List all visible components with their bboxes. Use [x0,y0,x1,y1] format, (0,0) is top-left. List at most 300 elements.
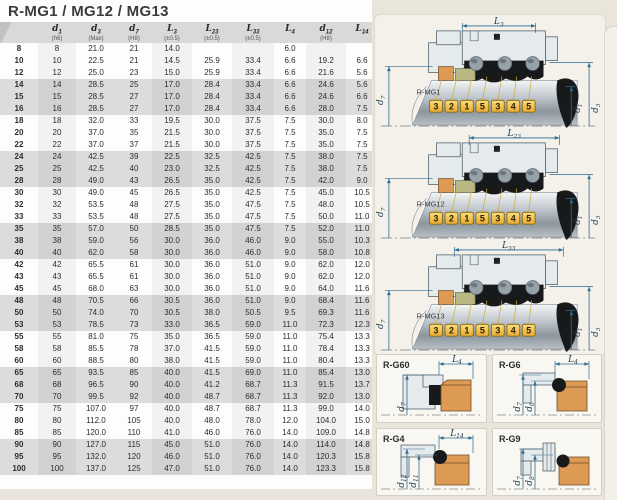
dimension-value: 6.0 [284,43,296,53]
table-row [0,175,378,187]
table-row [0,283,378,295]
dimension-value: 14 [38,79,76,91]
row-size-label: 12 [14,67,24,77]
right-dim-label-d3: $d_3$ [591,103,603,113]
dimension-value: 6.6 [356,55,368,65]
dimension-value: 76.0 [232,463,274,475]
dimension-value: 15.0 [152,67,192,79]
dimension-value: 11.0 [282,367,298,377]
dimension-value: 40.0 [152,415,192,427]
dimension-value: 48.7 [204,403,220,413]
dimension-value: 62.0 [306,259,346,271]
dimension-value: 93.5 [88,367,104,377]
callout-number: 5 [526,325,532,336]
dimension-value: 38 [38,235,76,247]
top-dim-label: $L_{33}$ [502,241,516,252]
table-row [0,439,378,451]
dimension-value: 30.5 [152,307,192,319]
dimension-value: 37 [129,139,139,149]
dimension-value: 58.0 [306,247,346,259]
table-row [0,67,378,79]
callout-number: 4 [510,101,516,112]
dimension-value: 35 [38,223,76,235]
column-header [0,22,38,43]
dimension-value: 35.0 [152,331,192,343]
dimension-value: 23 [129,67,139,77]
dimension-value: 25.0 [88,67,104,77]
dimension-value: 13.3 [354,343,370,353]
row-size-label: 16 [14,103,24,113]
dimension-value: 30.0 [204,139,220,149]
dimension-value: 85.4 [306,367,346,379]
dimension-value: 15 [38,91,76,103]
dimension-value: 10.8 [354,247,370,257]
dimension-value: 80.4 [306,355,346,367]
dimension-value: 78.0 [232,415,274,427]
dimension-value: 42.5 [232,175,274,187]
dimension-value: 9.5 [284,307,296,317]
row-size-label: 95 [14,451,24,461]
dimension-value: 41.5 [204,343,220,353]
dimension-value: 85.5 [88,343,104,353]
table-row [0,343,378,355]
dimension-value: 41.5 [204,367,220,377]
dimension-value: 137.0 [85,463,107,473]
dimension-value: 51.0 [232,271,274,283]
dimension-value: 27.5 [152,199,192,211]
dimension-value: 59.0 [232,355,274,367]
dimension-value: 7.5 [284,211,296,221]
dimension-value: 61 [129,271,139,281]
dimension-value: 14.0 [152,43,192,55]
seat-name-label: R-G6 [498,360,521,370]
row-size-label: 60 [14,355,24,365]
dimension-value: 32.5 [204,151,220,161]
dimension-value: 114.0 [306,439,346,451]
dimension-value: 42.5 [88,163,104,173]
dimension-value: 58 [38,343,76,355]
dimension-value: 14.5 [152,55,192,67]
left-dim-label: $d_7$ [375,207,387,217]
dimension-value: 51.0 [232,259,274,271]
table-row [0,271,378,283]
table-row [0,355,378,367]
dimension-value: 35.0 [204,187,220,197]
top-dim-label: $L_3$ [494,17,504,28]
dimension-value: 9.0 [284,271,296,281]
row-size-label: 65 [14,367,24,377]
dimension-value: 15.8 [354,451,370,461]
dimension-value: 78 [129,343,139,353]
dimension-value: 46.0 [232,235,274,247]
row-size-label: 70 [14,391,24,401]
dimension-value: 13.3 [354,355,370,365]
row-size-label: 15 [14,91,24,101]
dimension-value: 22 [38,139,76,151]
dimension-value: 6.6 [284,91,296,101]
dimension-value: 41.2 [204,379,220,389]
table-row [0,403,378,415]
dimension-value: 28.5 [88,79,104,89]
dimension-value: 25 [129,79,139,89]
dimension-value: 105 [127,415,141,425]
table-row [0,91,378,103]
dimension-value: 120.3 [306,451,346,463]
dimension-value: 17.0 [152,91,192,103]
dimension-value: 11.0 [354,211,370,221]
dimension-value: 14.8 [354,427,370,437]
dimension-value: 17.0 [152,79,192,91]
dimension-value: 56 [129,235,139,245]
dimension-value: 73 [129,319,139,329]
dimension-value: 38.0 [204,307,220,317]
dimension-value: 109.0 [306,427,346,439]
dimension-value: 26.5 [152,187,192,199]
dimension-value: 10.5 [354,199,370,209]
dimension-value: 24.6 [306,79,346,91]
dimension-value: 48.0 [204,415,220,425]
dimension-value: 50.5 [232,307,274,319]
dimension-value: 72.3 [306,319,346,331]
dimension-value: 30.0 [152,271,192,283]
dimension-value: 7.5 [284,223,296,233]
dimension-value: 7.5 [284,187,296,197]
dimension-value: 50 [38,307,76,319]
dimension-value: 26.5 [152,175,192,187]
dimension-value: 39 [129,151,139,161]
dimension-value: 61 [129,259,139,269]
dimension-value: 30.5 [152,295,192,307]
right-dim-label-d1: $d_1$ [573,327,585,337]
column-header: $L_{14}$ [355,24,369,36]
right-dim-label-d3: $d_3$ [591,215,603,225]
dimension-value: 47.5 [232,223,274,235]
dimension-value: 120 [127,451,141,461]
dimension-value: 8 [38,43,76,55]
dimension-value: 48.7 [204,391,220,401]
dimension-value: 33.4 [232,91,274,103]
dimension-value: 53.5 [88,211,104,221]
dimension-value: 36.0 [204,247,220,257]
dimension-value: 30.0 [306,115,346,127]
dimension-value: 35.0 [204,223,220,233]
seat-name-label: R-G4 [383,433,405,444]
dimension-value: 45 [129,187,139,197]
dimension-value: 21.6 [306,67,346,79]
dimension-value: 11.6 [354,307,370,317]
row-size-label: 30 [14,187,24,197]
dimension-value: 62.0 [88,247,104,257]
dimension-value: 68.4 [306,295,346,307]
table-row [0,331,378,343]
dimension-value: 57.0 [88,223,104,233]
row-size-label: 90 [14,439,24,449]
callout-number: 2 [448,101,454,112]
table-row [0,43,378,55]
dimension-table [0,22,378,475]
dimension-value: 9.0 [284,247,296,257]
dimension-value: 99.5 [88,391,104,401]
dimension-value: 22.5 [88,55,104,65]
row-size-label: 100 [12,463,26,473]
dimension-value: 25.9 [204,55,220,65]
callout-number: 2 [448,325,454,336]
seat-d-dim-label: $d_7$ [512,475,524,486]
row-size-label: 25 [14,163,24,173]
table-row [0,259,378,271]
dimension-value: 66 [129,295,139,305]
dimension-value: 14.8 [354,439,370,449]
seat-panel-r-g6 [492,354,603,423]
dimension-value: 21.5 [152,139,192,151]
table-row [0,139,378,151]
dimension-value: 37.5 [232,127,274,139]
dimension-value: 24 [38,151,76,163]
page-edge-decoration [604,26,617,500]
seat-top-dim-label: $L_4$ [452,355,462,366]
dimension-value: 127.0 [85,439,107,449]
dimension-value: 42.0 [306,175,346,187]
dimension-value: 75 [129,331,139,341]
table-row [0,151,378,163]
row-size-label: 45 [14,283,24,293]
dimension-value: 47.0 [152,463,192,475]
top-dim-label: $L_{23}$ [507,129,522,140]
dimension-value: 40.0 [152,367,192,379]
row-size-label: 48 [14,295,24,305]
dimension-value: 51.0 [204,451,220,461]
dimension-value: 7.5 [284,199,296,209]
row-size-label: 28 [14,175,24,185]
dimension-value: 15.0 [354,415,370,425]
dimension-value: 45.0 [306,187,346,199]
dimension-value: 12 [38,67,76,79]
dimension-value: 45 [38,283,76,295]
dimension-value: 27.5 [152,211,192,223]
seat-panel-r-g9 [492,428,603,497]
dimension-value: 120.0 [85,427,107,437]
dimension-value: 68.7 [232,391,274,403]
dimension-value: 11.0 [282,331,298,341]
dimension-value: 28.5 [152,223,192,235]
seat-panel-r-g60 [376,354,487,423]
dimension-value: 123.3 [306,463,346,475]
dimension-value: 74.0 [88,307,104,317]
dimension-value: 88.5 [88,355,104,365]
dimension-value: 9.0 [284,295,296,305]
dimension-value: 59.0 [232,343,274,355]
dimension-value: 35 [129,127,139,137]
dimension-value: 10.3 [354,235,370,245]
dimension-value: 63 [129,283,139,293]
dimension-value: 43 [129,175,139,185]
dimension-value: 27 [129,103,139,113]
dimension-value: 11.6 [354,295,370,305]
dimension-value: 7.5 [284,163,296,173]
dimension-value: 50.0 [306,211,346,223]
dimension-value: 37.0 [88,127,104,137]
dimension-value: 65.5 [88,271,104,281]
dimension-value: 48 [129,211,139,221]
table-row [0,55,378,67]
seat-d-dim-label: $d_{12}$ [397,473,408,488]
dimension-value: 36.0 [204,283,220,293]
seat-name-label: R-G9 [498,433,521,444]
seat-d-dim-label: $d_{11}$ [409,473,420,488]
dimension-value: 15.8 [354,463,370,473]
dimension-value: 60 [38,355,76,367]
dimension-value: 68 [38,379,76,391]
table-body [0,43,378,475]
dimension-value: 14.0 [282,439,298,449]
column-header: $L_3$ (±0.5) [164,24,180,42]
dimension-value: 38.0 [306,163,346,175]
dimension-value: 36.0 [204,259,220,269]
row-size-label: 18 [14,115,24,125]
callout-number: 5 [526,101,532,112]
dimension-value: 30.0 [204,127,220,137]
callout-number: 2 [448,213,454,224]
callout-number: 3 [433,101,439,112]
dimension-value: 65.5 [88,259,104,269]
table-row [0,223,378,235]
dimension-value: 92.0 [306,391,346,403]
row-size-label: 68 [14,379,24,389]
row-size-label: 85 [14,427,24,437]
table-row [0,415,378,427]
dimension-value: 28.4 [204,103,220,113]
dimension-value: 85 [38,427,76,439]
dimension-value: 14.0 [282,451,298,461]
dimension-value: 9.0 [284,259,296,269]
table-row [0,307,378,319]
dimension-value: 30.0 [152,235,192,247]
dimension-value: 80 [38,415,76,427]
callout-number: 3 [433,325,439,336]
column-header: $d_1$ (h6) [51,24,63,42]
dimension-value: 59.0 [232,331,274,343]
dimension-value: 76.0 [232,451,274,463]
callout-number: 1 [464,325,470,336]
seat-d-dim-label: $d_7$ [512,402,524,412]
callout-number: 4 [510,325,516,336]
row-size-label: 80 [14,415,24,425]
dimension-value: 96.5 [88,379,104,389]
seat-top-dim-label: $L_4$ [567,355,578,366]
row-size-label: 50 [14,307,24,317]
dimension-value [192,43,232,55]
dimension-value: 58 [129,247,139,257]
dimension-value: 68.7 [232,379,274,391]
dimension-value: 107.0 [85,403,107,413]
dimension-value: 13.7 [354,379,370,389]
dimension-value: 21 [129,55,139,65]
dimension-value: 14.0 [354,403,370,413]
dimension-value: 7.5 [356,127,368,137]
dimension-value: 59.0 [88,235,104,245]
callout-number: 5 [526,213,532,224]
row-size-label: 20 [14,127,24,137]
dimension-value: 104.0 [306,415,346,427]
dimension-value: 35.0 [306,139,346,151]
right-dim-label-d1: $d_1$ [573,103,585,113]
row-size-label: 14 [14,79,24,89]
dimension-value: 8.0 [356,115,368,125]
dimension-value: 28.4 [204,91,220,101]
column-header: $L_{33}$ (±0.5) [245,24,261,42]
dimension-value: 62.0 [306,271,346,283]
left-dim-label: $d_7$ [375,319,387,329]
dimension-value: 40 [38,247,76,259]
dimension-value: 51.0 [232,295,274,307]
diagram-panel [372,0,617,500]
dimension-value: 70.5 [88,295,104,305]
dimension-value: 48 [129,199,139,209]
dimension-value: 48 [38,295,76,307]
dimension-value: 28.0 [306,103,346,115]
dimension-value: 68.0 [88,283,104,293]
seat-d-dim-label: $d_8$ [524,475,536,486]
table-row [0,211,378,223]
dimension-value: 28.4 [204,79,220,89]
callout-number: 1 [464,101,470,112]
dimension-value: 36.0 [204,271,220,281]
dimension-value: 24.6 [306,91,346,103]
dimension-value: 49.0 [88,175,104,185]
seal-diagram-r-mg12 [375,129,603,241]
page-title: R-MG1 / MG12 / MG13 [8,3,169,20]
dimension-value: 10 [38,55,76,67]
row-size-label: 53 [14,319,24,329]
dimension-value: 13.0 [354,391,370,401]
dimension-value: 46.0 [204,427,220,437]
dimension-value: 99.0 [306,403,346,415]
dimension-value: 10.5 [354,187,370,197]
dimension-value: 51.0 [204,463,220,473]
dimension-value: 9.0 [356,175,368,185]
dimension-value: 11.0 [282,319,298,329]
dimension-value: 27 [129,91,139,101]
dimension-value: 81.0 [88,331,104,341]
table-row [0,103,378,115]
dimension-value: 64.0 [306,283,346,295]
dimension-value: 75.4 [306,331,346,343]
seal-name-label: R-MG1 [416,87,441,97]
dimension-value: 36.0 [204,235,220,245]
dimension-value: 125 [127,463,141,473]
dimension-value: 21.0 [88,43,104,53]
dimension-value: 70 [129,307,139,317]
dimension-value: 51.0 [204,439,220,449]
dimension-value: 90 [129,379,139,389]
dimension-value: 18 [38,115,76,127]
dimension-value: 7.5 [356,151,368,161]
dimension-value: 115 [127,439,141,449]
dimension-value: 7.5 [356,139,368,149]
dimension-value: 7.5 [356,163,368,173]
dimension-value: 32 [38,199,76,211]
dimension-value: 30.0 [152,247,192,259]
dimension-value: 40.0 [152,379,192,391]
callout-number: 5 [479,213,485,224]
dimension-value: 19.2 [306,55,346,67]
dimension-value: 20 [38,127,76,139]
dimension-value: 80 [129,355,139,365]
dimension-value: 38.0 [152,355,192,367]
seat-variant-grid [376,354,602,496]
dimension-value: 46.0 [232,247,274,259]
callout-number: 3 [495,325,501,336]
